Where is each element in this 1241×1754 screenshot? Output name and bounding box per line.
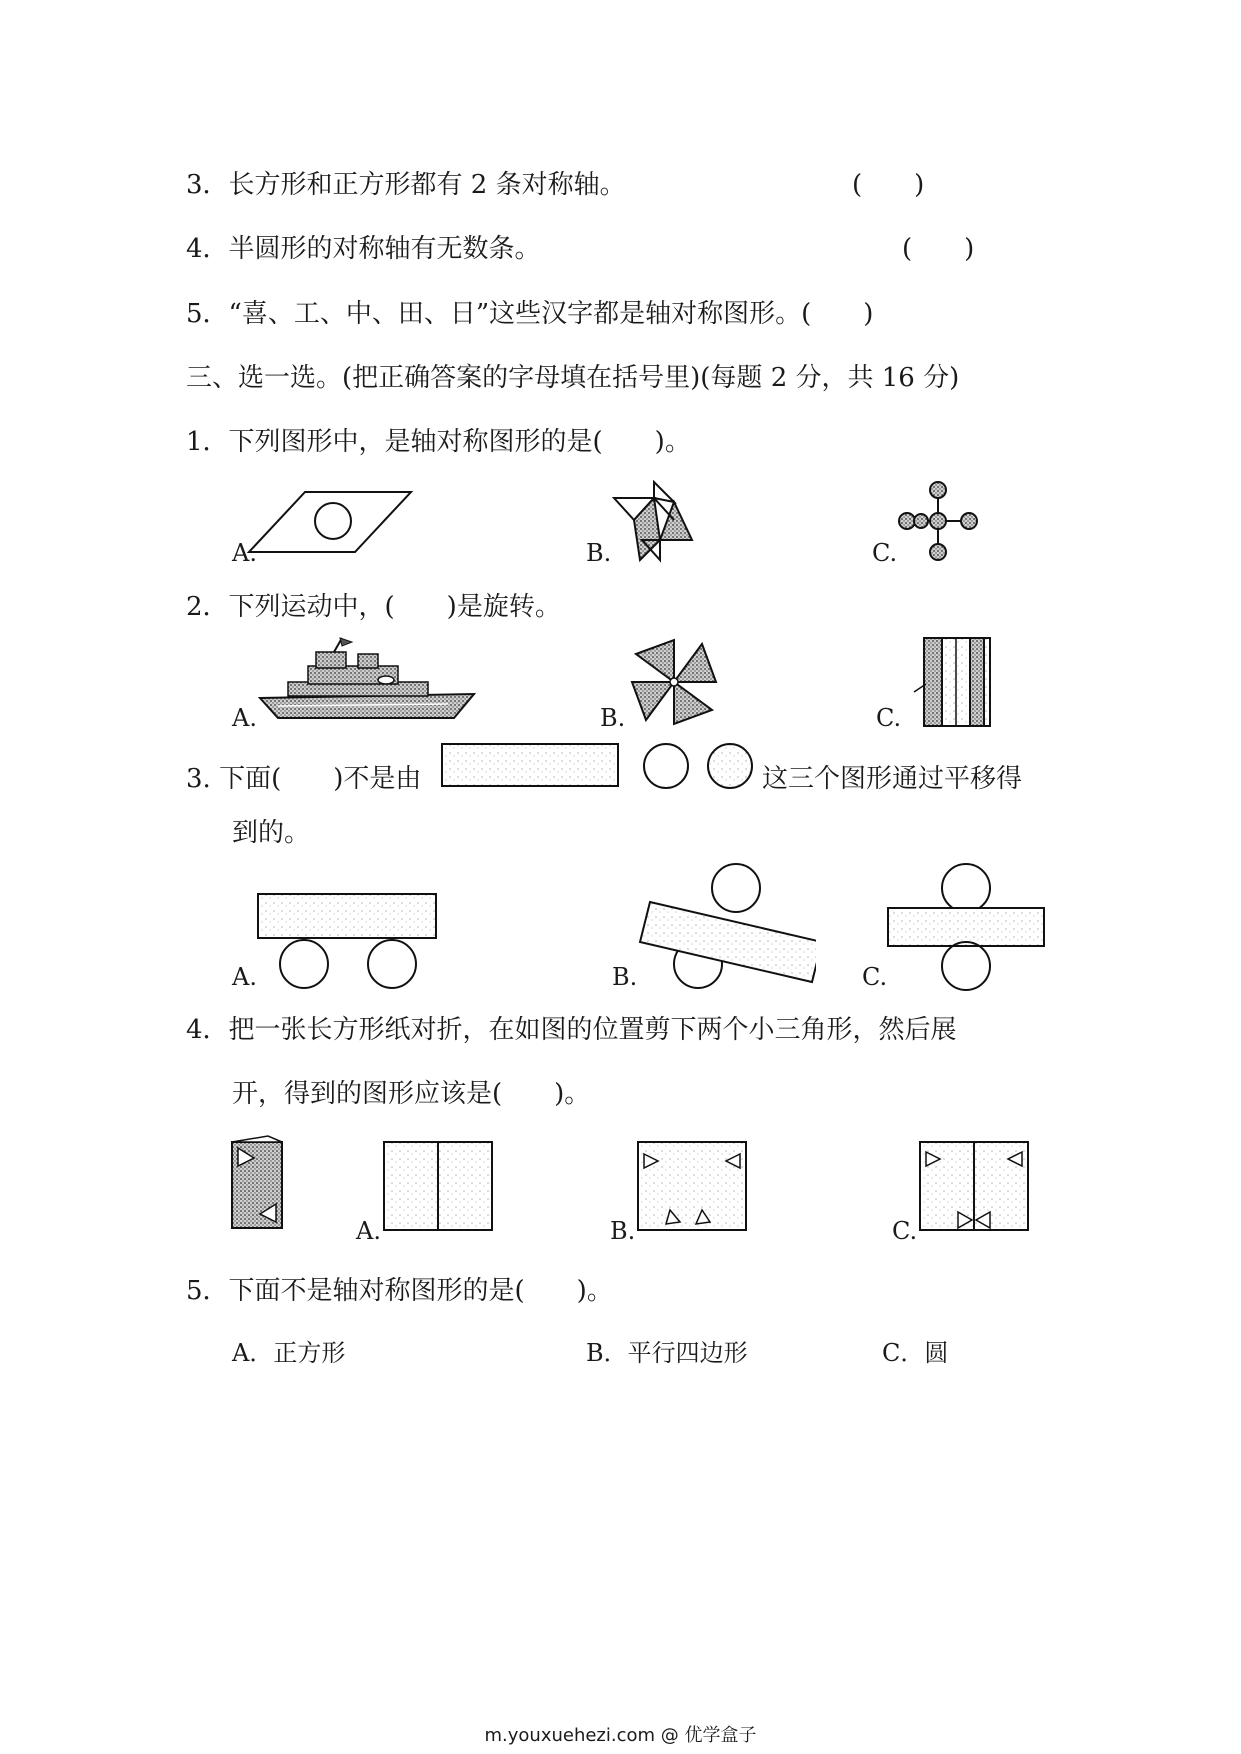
s3-q3-reference-shapes <box>440 742 770 802</box>
folded-paper-figure <box>228 1134 286 1230</box>
judge-q4-text: 4．半圆形的对称轴有无数条。 <box>186 234 541 264</box>
judge-q3-text: 3．长方形和正方形都有 2 条对称轴。 <box>186 170 626 200</box>
s3-q1-option-c-figure <box>893 478 983 563</box>
s3-q1-option-b-figure <box>612 480 702 565</box>
s3-q1-option-a-figure <box>245 488 415 556</box>
s3-q3-option-b-figure <box>636 862 816 992</box>
judge-q4-answer-paren[interactable]: ( ) <box>902 234 975 264</box>
s3-q2-option-b-label[interactable]: B. <box>600 704 626 732</box>
sliding-door-figure <box>912 636 992 728</box>
s3-q4-text-line1: 4．把一张长方形纸对折，在如图的位置剪下两个小三角形，然后展 <box>186 1015 957 1045</box>
s3-q4-option-a-figure <box>382 1140 494 1234</box>
s3-q1-option-c-label[interactable]: C. <box>872 539 898 567</box>
s3-q3-option-a-label[interactable]: A. <box>232 963 257 991</box>
s3-q4-option-c-label[interactable]: C. <box>892 1217 918 1245</box>
s3-q3-option-c-figure <box>884 862 1048 992</box>
s3-q1-option-a-label[interactable]: A. <box>232 539 257 567</box>
s3-q1-text: 1．下列图形中，是轴对称图形的是( )。 <box>186 427 691 457</box>
s3-q4-option-b-figure <box>636 1140 748 1234</box>
s3-q2-option-a-label[interactable]: A. <box>232 704 257 732</box>
s3-q3-text-line2: 到的。 <box>232 818 311 848</box>
s3-q3-text-part2: 这三个图形通过平移得 <box>762 764 1023 794</box>
footer-watermark[interactable]: m.youxuehezi.com @ 优学盒子 <box>484 1725 757 1746</box>
s3-q2-text: 2．下列运动中，( )是旋转。 <box>186 592 561 622</box>
s3-q5-option-b[interactable]: B．平行四边形 <box>586 1339 748 1367</box>
s3-q1-option-b-label[interactable]: B. <box>586 539 612 567</box>
s3-q3-option-c-label[interactable]: C. <box>862 963 888 991</box>
s3-q3-option-b-label[interactable]: B. <box>612 963 638 991</box>
judge-q3-answer-paren[interactable]: ( ) <box>852 170 925 200</box>
pinwheel-figure <box>628 636 720 728</box>
s3-q3-option-a-figure <box>256 892 440 992</box>
s3-q4-option-c-figure <box>918 1140 1030 1234</box>
ship-figure <box>258 636 478 721</box>
s3-q2-option-c-label[interactable]: C. <box>876 704 902 732</box>
s3-q4-option-a-label[interactable]: A. <box>356 1217 381 1245</box>
s3-q4-option-b-label[interactable]: B. <box>610 1217 636 1245</box>
s3-q5-option-c[interactable]: C．圆 <box>882 1339 949 1367</box>
judge-q5-text: 5．“喜、工、中、田、日”这些汉字都是轴对称图形。( ) <box>186 299 874 329</box>
s3-q5-text: 5．下面不是轴对称图形的是( )。 <box>186 1276 613 1306</box>
s3-q3-text-part1: 3. 下面( )不是由 <box>186 764 422 794</box>
s3-q4-text-line2: 开，得到的图形应该是( )。 <box>232 1079 591 1109</box>
section3-title: 三、选一选。(把正确答案的字母填在括号里)(每题 2 分，共 16 分) <box>186 363 960 393</box>
s3-q5-option-a[interactable]: A．正方形 <box>232 1339 346 1367</box>
